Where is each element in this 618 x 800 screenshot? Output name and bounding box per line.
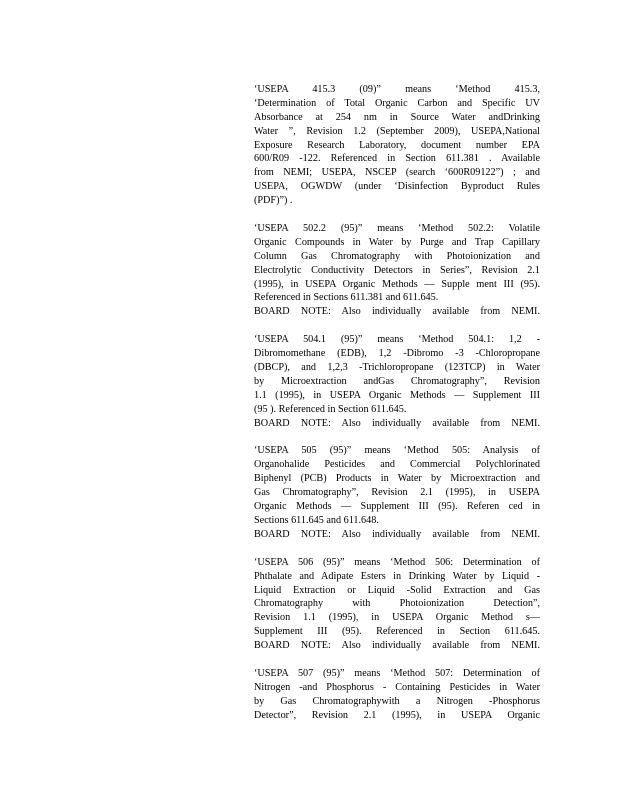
text-line: Nitrogen -and Phosphorus - Containing Pesticides in Water [254,681,540,693]
text-line: Biphenyl (PCB) Products in Water by Microextraction and [254,473,540,485]
text-line: Absorbance at 254 nm in Source Water andDrinking [254,111,540,123]
board-note: BOARD NOTE: Also individually available from NEMI. [254,306,540,318]
text-line: Sections 611.645 and 611.648. [254,514,379,526]
text-line: 1.1 (1995), in USEPA Organic Methods — Supplement III [254,389,540,401]
text-line: Revision 1.1 (1995), in USEPA Organic Method s— [254,612,540,624]
text-line: Water ”, Revision 1.2 (September 2009), USEPA,National [254,125,540,137]
text-line: Exposure Research Laboratory, document number EPA [254,139,540,151]
text-line: (1995), in USEPA Organic Methods — Supple ment III (95). [254,278,540,290]
text-line: Liquid Extraction or Liquid -Solid Extraction and Gas [254,584,540,596]
text-line: ‘USEPA 415.3 (09)” means ‘Method 415.3, [254,84,540,95]
text-line: ‘USEPA 502.2 (95)” means ‘Method 502.2: Volatile [254,223,540,235]
text-line: Chromatography with Photoionization Detection”, [254,598,540,610]
definition-usepa-415-3 [254,83,540,208]
document-page [254,83,540,737]
text-line: (95 ). Referenced in Section 611.645. [254,403,407,415]
definition-usepa-502-2 [254,222,540,319]
text-line: from NEMI; USEPA, NSCEP (search ‘600R09122”) ; and [254,167,540,179]
text-line: Gas Chromatography”, Revision 2.1 (1995), in USEPA [254,487,540,499]
text-line: Supplement III (95). Referenced in Section 611.645. [254,626,540,638]
board-note: BOARD NOTE: Also individually available from NEMI. [254,528,540,540]
text-line: ‘USEPA 504.1 (95)” means ‘Method 504.1: 1,2 - [254,334,540,346]
text-line: Phthalate and Adipate Esters in Drinking Water by Liquid - [254,570,540,582]
text-line: by Microextraction andGas Chromatography”, Revision [254,375,540,387]
text-line: (DBCP), and 1,2,3 -Trichloropropane (123TCP) in Water [254,362,540,374]
text-line: Electrolytic Conductivity Detectors in Series”, Revision 2.1 [254,264,540,276]
definition-usepa-504-1 [254,333,540,430]
text-line: Organic Methods — Supplement III (95). Referen ced in [254,501,540,513]
text-line: Organohalide Pesticides and Commercial Polychlorinated [254,459,540,471]
text-line: (PDF)”) . [254,195,293,207]
definition-usepa-506 [254,556,540,653]
text-line: ‘Determination of Total Organic Carbon and Specific UV [254,97,540,109]
definition-usepa-505 [254,444,540,541]
text-line: Referenced in Sections 611.381 and 611.645. [254,292,439,304]
board-note: BOARD NOTE: Also individually available from NEMI. [254,640,540,652]
text-line: Detector”, Revision 2.1 (1995), in USEPA Organic [254,709,540,721]
text-line: Organic Compounds in Water by Purge and Trap Capillary [254,236,540,248]
text-line: ‘USEPA 505 (95)” means ‘Method 505: Analysis of [254,445,540,457]
text-line: ‘USEPA 507 (95)” means ‘Method 507: Determination of [254,667,540,679]
definition-usepa-507 [254,667,540,723]
board-note: BOARD NOTE: Also individually available from NEMI. [254,417,540,429]
text-line: ‘USEPA 506 (95)” means ‘Method 506: Determination of [254,556,540,568]
text-line: by Gas Chromatographywith a Nitrogen -Phosphorus [254,695,540,707]
text-line: Column Gas Chromatography with Photoionization and [254,250,540,262]
text-line: USEPA, OGWDW (under ‘Disinfection Byproduct Rules [254,181,540,193]
text-line: 600/R09 -122. Referenced in Section 611.381 . Available [254,153,540,165]
text-line: Dibromomethane (EDB), 1,2 -Dibromo -3 -Chloropropane [254,348,540,360]
